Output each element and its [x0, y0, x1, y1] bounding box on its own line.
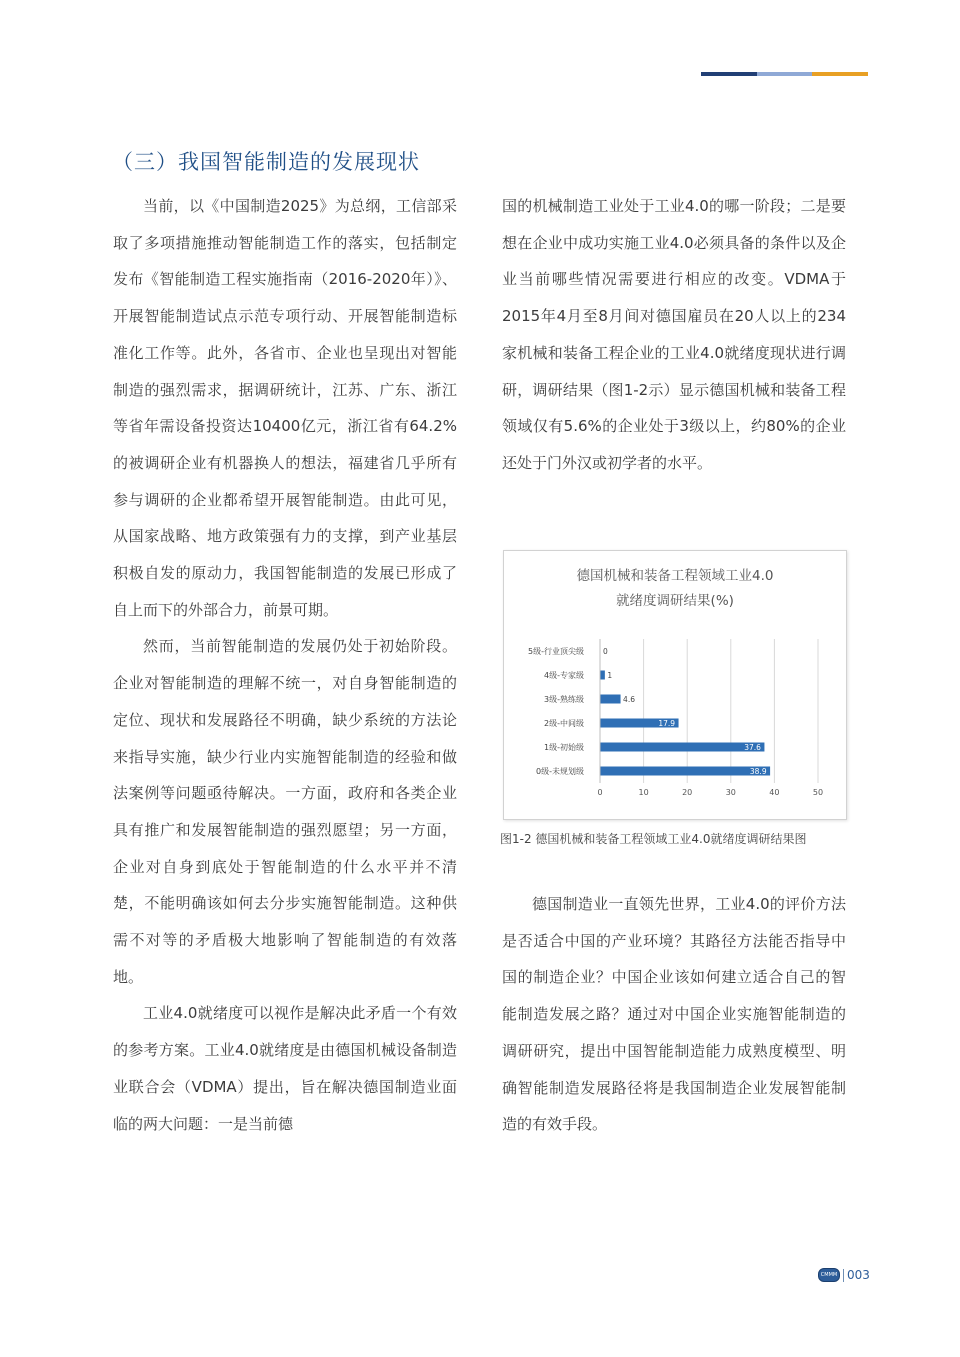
bar [601, 767, 771, 776]
y-tick-label: 0级-未规划级 [536, 767, 584, 776]
section-title: （三）我国智能制造的发展现状 [112, 150, 420, 174]
data-label: 38.9 [749, 767, 767, 776]
left-column [113, 188, 457, 1142]
data-label: 4.6 [623, 695, 635, 704]
logo-text: CMMM [820, 1272, 838, 1278]
data-label: 17.9 [658, 719, 676, 728]
x-tick-label: 30 [725, 788, 736, 797]
data-label: 1 [607, 671, 613, 680]
x-tick-label: 50 [812, 788, 824, 797]
paragraph: 工业4.0就绪度可以视作是解决此矛盾一个有效的参考方案。工业4.0就绪度是由德国机械设备制造业联合会（VDMA）提出，旨在解决德国制造业面临的两大问题：一是当前德 [113, 1004, 457, 1133]
y-tick-label: 4级-专家级 [544, 671, 584, 680]
bar-chart-svg [504, 551, 846, 819]
page-footer [818, 1266, 870, 1284]
bar [601, 695, 621, 704]
accent-segment-dark [701, 72, 757, 76]
bar-chart [503, 550, 847, 820]
paragraph: 国的机械制造工业处于工业4.0的哪一阶段；二是要想在企业中成功实施工业4.0必须具备的条件以及企业当前哪些情况需要进行相应的改变。VDMA于2015年4月至8月间对德国雇员在20人以上的234家机械和装备工程企业的工业4.0就绪度现状进行调研，调研结果（图1-2示）显示德国机械和装备工程领域仅有5.6%的企业处于3级以上，约80%的企业还处于门外汉或初学者的水平。 [502, 197, 846, 472]
accent-segment-gold [812, 72, 868, 76]
x-tick-label: 20 [682, 788, 693, 797]
chart-title-line: 就绪度调研结果(%) [616, 593, 734, 609]
figure-caption: 图1-2 德国机械和装备工程领域工业4.0就绪度调研结果图 [500, 832, 807, 846]
bar [601, 671, 605, 680]
y-tick-label: 1级-初始级 [544, 743, 584, 752]
paragraph: 然而，当前智能制造的发展仍处于初始阶段。企业对智能制造的理解不统一，对自身智能制造的定位、现状和发展路径不明确，缺少系统的方法论来指导实施，缺少行业内实施智能制造的经验和做法案例等问题亟待解决。一方面，政府和各类企业具有推广和发展智能制造的强烈愿望；另一方面，企业对自身到底处于智能制造的什么水平并不清楚，不能明确该如何去分步实施智能制造。这种供需不对等的矛盾极大地影响了智能制造的有效落地。 [113, 637, 457, 986]
publisher-logo [818, 1268, 840, 1282]
paragraph: 德国制造业一直领先世界，工业4.0的评价方法是否适合中国的产业环境？其路径方法能否指导中国的制造企业？中国企业该如何建立适合自己的智能制造发展之路？通过对中国企业实施智能制造的调研研究，提出中国智能制造能力成熟度模型、明确智能制造发展路径将是我国制造企业发展智能制造的有效手段。 [502, 895, 846, 1134]
bar [601, 743, 765, 752]
accent-segment-light [757, 72, 813, 76]
x-tick-label: 0 [597, 788, 603, 797]
y-tick-label: 2级-中间级 [544, 719, 584, 728]
data-label: 0 [603, 647, 608, 656]
data-label: 37.6 [744, 743, 761, 752]
page-number: 003 [847, 1268, 870, 1282]
header-accent-bar [701, 72, 868, 76]
x-tick-label: 10 [638, 788, 649, 797]
paragraph: 当前，以《中国制造2025》为总纲，工信部采取了多项措施推动智能制造工作的落实，包括制定发布《智能制造工程实施指南（2016-2020年）》、开展智能制造试点示范专项行动、开展智能制造标准化工作等。此外，各省市、企业也呈现出对智能制造的强烈需求，据调研统计，江苏、广东、浙江等省年需设备投资达10400亿元，浙江省有64.2%的被调研企业有机器换人的想法，福建省几乎所有参与调研的企业都希望开展智能制造。由此可见，从国家战略、地方政策强有力的支撑，到产业基层积极自发的原动力，我国智能制造的发展已形成了自上而下的外部合力，前景可期。 [113, 197, 457, 619]
y-tick-label: 5级-行业顶尖级 [528, 647, 584, 656]
right-column-bottom [502, 886, 846, 1143]
x-tick-label: 40 [769, 788, 780, 797]
footer-divider [843, 1269, 844, 1282]
right-column-top [502, 188, 846, 482]
chart-title-line: 德国机械和装备工程领域工业4.0 [576, 568, 774, 584]
y-tick-label: 3级-熟练级 [544, 695, 584, 704]
